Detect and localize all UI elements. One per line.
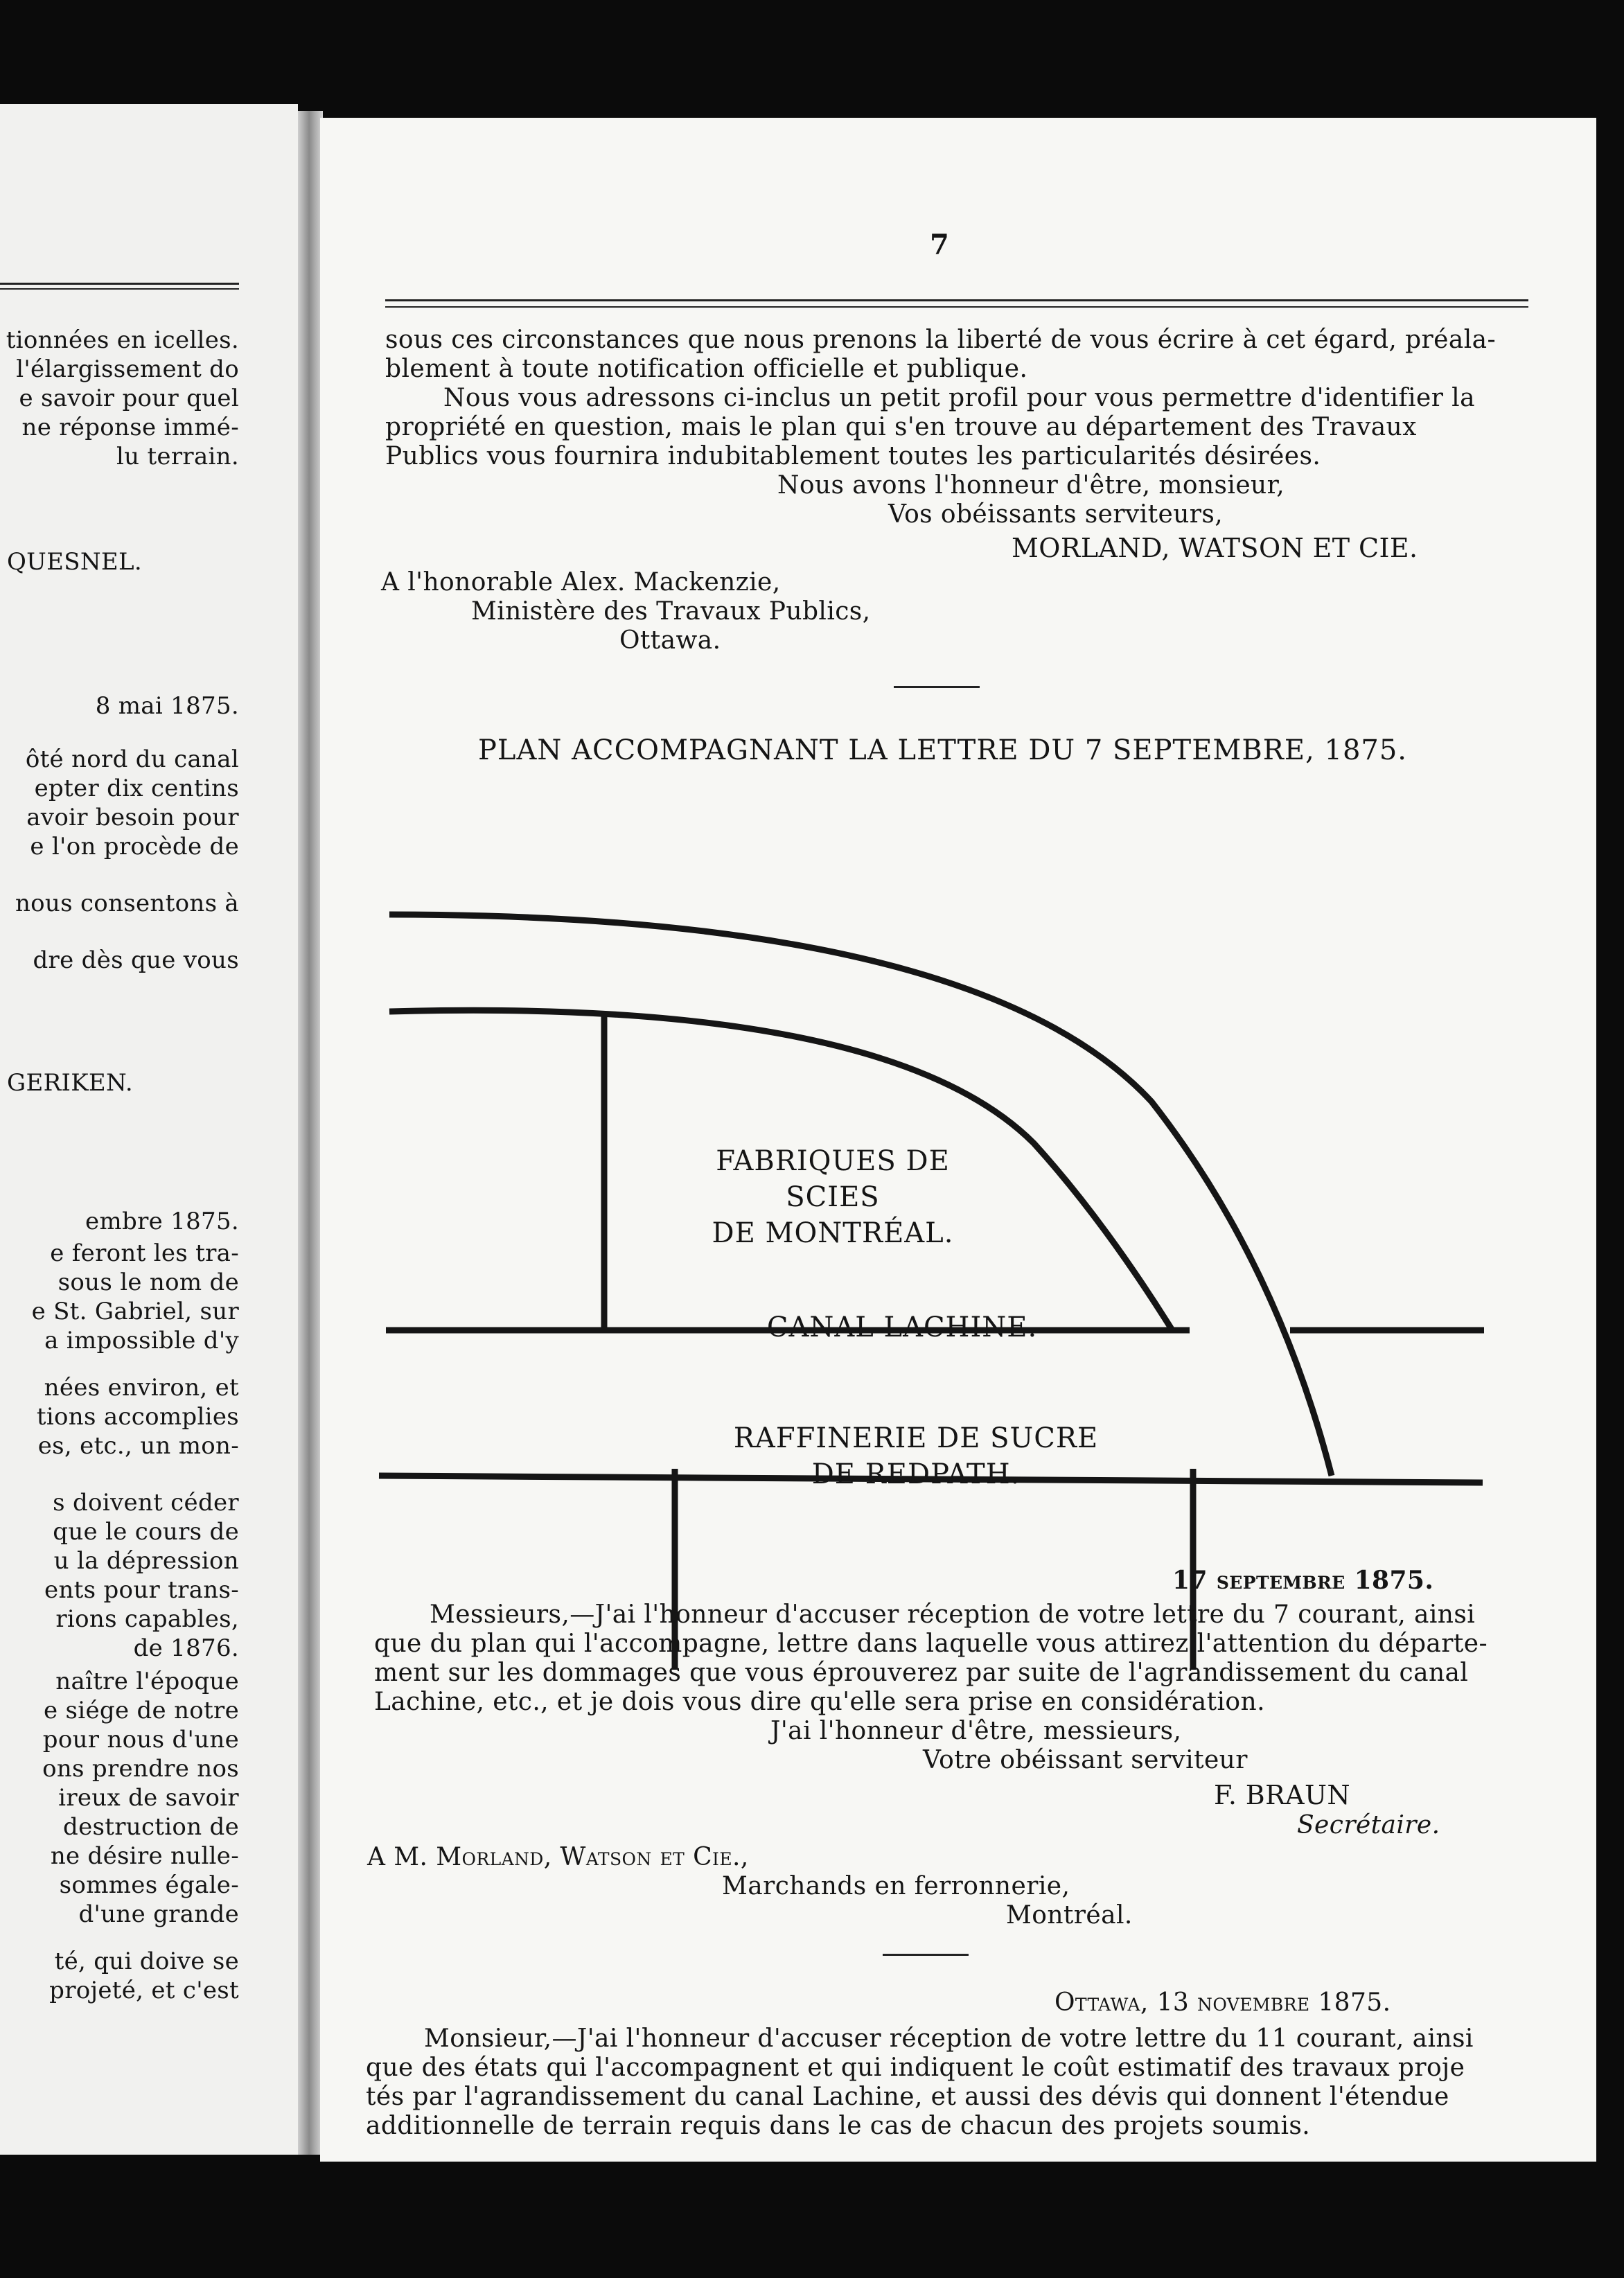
text-fragment: ôté nord du canal xyxy=(25,745,239,773)
text-fragment: s doivent céder xyxy=(53,1489,239,1517)
text-fragment: e savoir pour quel xyxy=(19,385,239,412)
label-line: FABRIQUES DE SCIES xyxy=(716,1145,950,1213)
signature-fragment: QUESNEL. xyxy=(7,548,142,576)
text-fragment: es, etc., un mon- xyxy=(37,1432,239,1460)
text-line: que des états qui l'accompagnent et qui indiquent le coût estimatif des travaux proje xyxy=(366,2054,1465,2082)
text-fragment: 8 mai 1875. xyxy=(95,692,239,720)
letter-date: 17 septembre 1875. xyxy=(1172,1566,1434,1595)
label-line: DE REDPATH. xyxy=(811,1458,1021,1490)
text-fragment: embre 1875. xyxy=(85,1208,239,1235)
text-fragment: nées environ, et xyxy=(44,1374,239,1402)
closing-line: Vos obéissants serviteurs, xyxy=(888,500,1224,529)
header-rule xyxy=(385,299,1528,301)
label-line: RAFFINERIE DE SUCRE xyxy=(733,1422,1099,1454)
text-fragment: epter dix centins xyxy=(34,775,239,802)
text-fragment: dre dès que vous xyxy=(33,946,239,974)
text-line: que du plan qui l'accompagne, lettre dans laquelle vous attirez l'attention du départe- xyxy=(374,1630,1488,1658)
letter-date: Ottawa, 13 novembre 1875. xyxy=(1054,1988,1391,2017)
text-fragment: rions capables, xyxy=(55,1605,239,1633)
left-page-fragment xyxy=(0,104,298,2155)
text-fragment: destruction de xyxy=(63,1813,239,1841)
label-canal: CANAL LACHINE. xyxy=(766,1312,1038,1343)
text-line: Lachine, etc., et je dois vous dire qu'elle sera prise en considération. xyxy=(374,1688,1265,1716)
text-fragment: sommes égale- xyxy=(59,1871,239,1899)
text-fragment: ents pour trans- xyxy=(44,1576,239,1604)
text-fragment: ons prendre nos xyxy=(42,1755,239,1783)
section-divider xyxy=(894,686,980,688)
text-fragment: avoir besoin pour xyxy=(26,804,239,831)
header-rule xyxy=(385,306,1528,308)
header-rule xyxy=(0,288,239,290)
signature: F. BRAUN xyxy=(1214,1780,1351,1810)
text-line: sous ces circonstances que nous prenons la liberté de vous écrire à cet égard, préala- xyxy=(385,326,1497,354)
label-fabriques xyxy=(667,1143,999,1251)
text-fragment: pour nous d'une xyxy=(42,1726,239,1754)
addressee: Ministère des Travaux Publics, xyxy=(471,597,871,626)
text-line: Monsieur,—J'ai l'honneur d'accuser réception de votre lettre du 11 courant, ainsi xyxy=(424,2024,1474,2053)
text-fragment: tionnées en icelles. xyxy=(6,326,239,354)
text-fragment: a impossible d'y xyxy=(44,1327,239,1354)
header-rule xyxy=(0,283,239,285)
addressee: Montréal. xyxy=(1006,1901,1133,1930)
text-fragment: e l'on procède de xyxy=(30,833,239,860)
section-divider xyxy=(883,1954,969,1956)
text-fragment: naître l'époque xyxy=(55,1668,239,1695)
text-fragment: té, qui doive se xyxy=(54,1948,239,1975)
text-fragment: ireux de savoir xyxy=(58,1784,239,1812)
signature-fragment: GERIKEN. xyxy=(7,1069,134,1097)
text-line: ment sur les dommages que vous éprouverez par suite de l'agrandissement du canal xyxy=(374,1659,1469,1687)
book-gutter xyxy=(298,111,323,2155)
text-line: tés par l'agrandissement du canal Lachine, et aussi des dévis qui donnent l'étendue xyxy=(366,2083,1449,2111)
text-fragment: de 1876. xyxy=(133,1634,239,1662)
text-line: blement à toute notification officielle et publique. xyxy=(385,355,1028,383)
addressee: A M. Morland, Watson et Cie., xyxy=(367,1843,749,1871)
text-line: additionnelle de terrain requis dans le cas de chacun des projets soumis. xyxy=(366,2112,1311,2140)
closing-line: Votre obéissant serviteur xyxy=(923,1746,1248,1774)
addressee: A l'honorable Alex. Mackenzie, xyxy=(381,568,781,597)
text-fragment: ne désire nulle- xyxy=(50,1842,239,1870)
closing-line: J'ai l'honneur d'être, messieurs, xyxy=(770,1717,1182,1745)
addressee: Ottawa. xyxy=(619,626,721,655)
text-fragment: que le cours de xyxy=(53,1518,239,1546)
text-fragment: lu terrain. xyxy=(116,443,239,470)
text-fragment: sous le nom de xyxy=(58,1269,239,1296)
page-number: 7 xyxy=(930,229,949,261)
page xyxy=(320,118,1596,2162)
text-fragment: d'une grande xyxy=(78,1900,239,1928)
text-line: Publics vous fournira indubitablement toutes les particularités désirées. xyxy=(385,442,1321,470)
label-raffinerie xyxy=(722,1420,1110,1492)
plan-title: PLAN ACCOMPAGNANT LA LETTRE DU 7 SEPTEMBRE, 1875. xyxy=(478,734,1408,766)
signature-title: Secrétaire. xyxy=(1297,1811,1440,1839)
closing-line: Nous avons l'honneur d'être, monsieur, xyxy=(777,471,1285,500)
addressee: Marchands en ferronnerie, xyxy=(722,1872,1070,1900)
text-line: propriété en question, mais le plan qui s'en trouve au département des Travaux xyxy=(385,413,1417,441)
text-fragment: nous consentons à xyxy=(15,890,239,917)
text-fragment: l'élargissement do xyxy=(16,355,239,383)
text-fragment: tions accomplies xyxy=(36,1403,239,1431)
text-fragment: projeté, et c'est xyxy=(49,1977,239,2004)
text-fragment: ne réponse immé- xyxy=(21,414,239,441)
text-fragment: e St. Gabriel, sur xyxy=(31,1298,239,1325)
text-fragment: e siége de notre xyxy=(44,1697,239,1724)
text-line: Messieurs,—J'ai l'honneur d'accuser réception de votre lettre du 7 courant, ainsi xyxy=(430,1600,1476,1629)
text-line: Nous vous adressons ci-inclus un petit profil pour vous permettre d'identifier la xyxy=(443,384,1475,412)
text-fragment: e feront les tra- xyxy=(50,1239,239,1267)
text-fragment: u la dépression xyxy=(53,1547,239,1575)
signature: MORLAND, WATSON ET CIE. xyxy=(1012,533,1418,563)
label-line: DE MONTRÉAL. xyxy=(712,1217,954,1249)
